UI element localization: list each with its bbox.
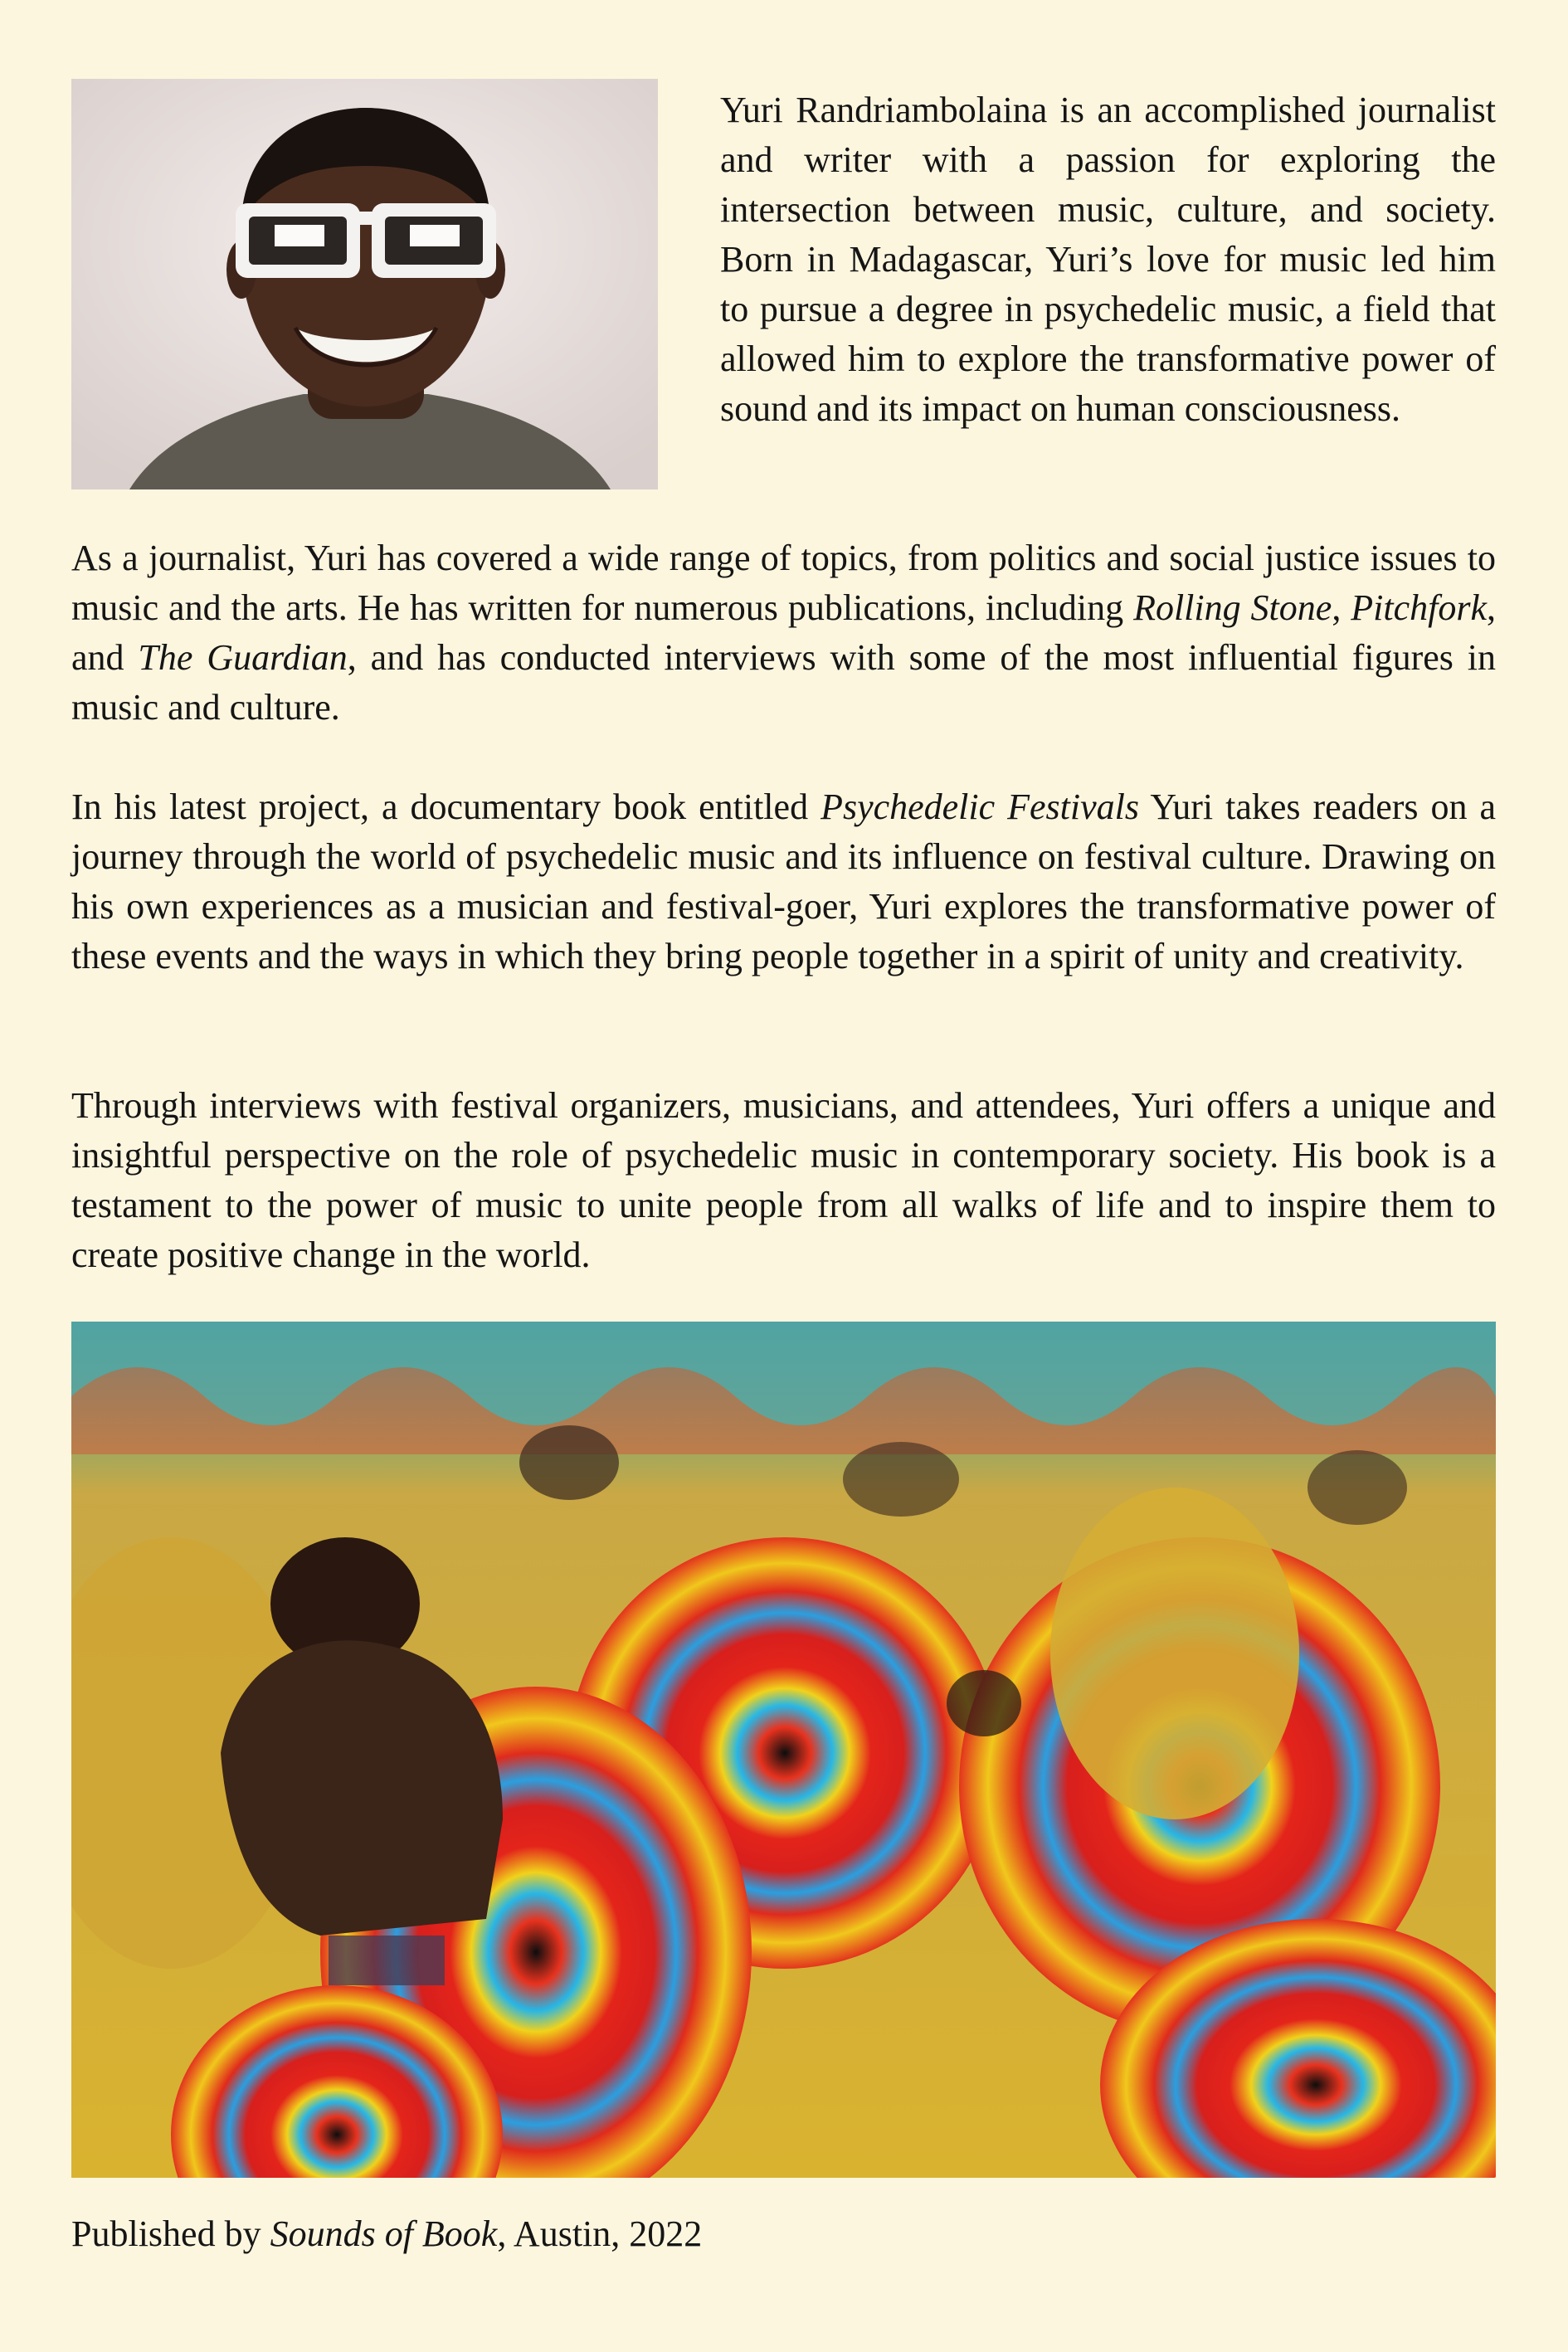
journalism-text-1: As a journalist, Yuri has covered a wide range of topics, from politics and social justice issues to music and the arts. He has written for numerous publications, including [71, 538, 1496, 628]
publisher-name: Sounds of Book [270, 2213, 498, 2254]
journalism-text-2: , [1332, 587, 1351, 628]
publication-pitchfork: Pitchfork [1351, 587, 1488, 628]
publication-the-guardian: The Guardian [138, 637, 348, 678]
bio-paragraph-intro [720, 85, 1496, 434]
bio-paragraph-journalism [71, 533, 1496, 733]
book-title: Psychedelic Festivals [821, 786, 1139, 827]
project-text-2: Yuri takes readers on a journey through the world of psychedelic music and its influence on festival culture. Drawing on his own experiences as a musician and festival-goer, Yuri explores the transformative power of these events and the ways in which they bring people together in a spirit of unity and creativity. [71, 786, 1497, 976]
author-portrait [71, 79, 658, 489]
publisher-prefix: Published by [71, 2213, 270, 2254]
psychedelic-festival-image [71, 1322, 1496, 2178]
project-text-1: In his latest project, a documentary book entitled [71, 786, 821, 827]
interviews-text: Through interviews with festival organizers, musicians, and attendees, Yuri offers a unique and insightful perspective on the role of psychedelic music in contemporary society. His book is a testament to the power of music to unite people from all walks of life and to inspire them to create positive change in the world. [71, 1085, 1496, 1275]
publisher-suffix: , Austin, 2022 [497, 2213, 703, 2254]
publication-info [71, 2209, 702, 2259]
bio-paragraph-interviews [71, 1081, 1496, 1280]
journalism-text-4: , and has conducted interviews with some of the most influential figures in music and culture. [71, 637, 1496, 728]
bio-paragraph-project [71, 782, 1496, 981]
journalism-text-3: , and [71, 587, 1497, 678]
bio-intro-text: Yuri Randriambolaina is an accomplished journalist and writer with a passion for exploring the intersection between music, culture, and society. Born in Madagascar, Yuri’s love for music led him to pursue a degree in psychedelic music, a field that allowed him to explore the transformative power of sound and its impact on human consciousness. [720, 90, 1496, 429]
publication-rolling-stone: Rolling Stone [1133, 587, 1332, 628]
